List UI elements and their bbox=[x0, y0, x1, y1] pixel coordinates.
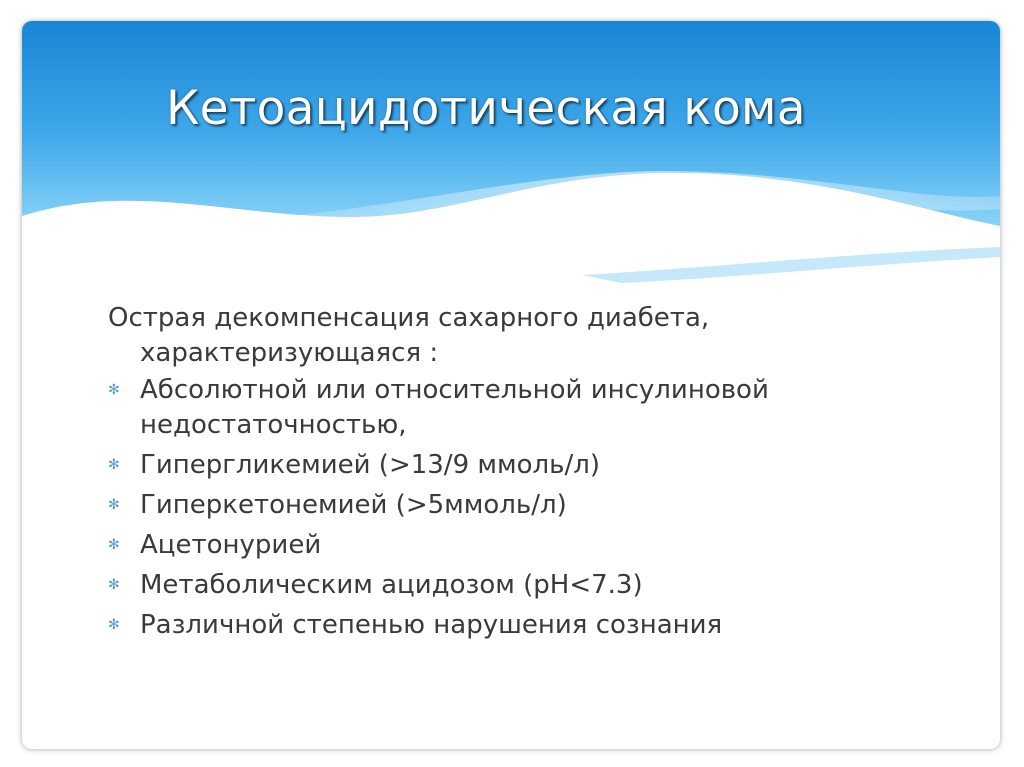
bullet-item bbox=[108, 608, 948, 643]
intro-text: Острая декомпенсация сахарного диабета, характеризующаяся : bbox=[108, 303, 710, 368]
asterisk-bullet-icon: ✻ bbox=[108, 577, 120, 593]
asterisk-bullet-icon: ✻ bbox=[108, 497, 120, 513]
bullet-item bbox=[108, 528, 948, 563]
bullet-text: Метаболическим ацидозом (pH<7.3) bbox=[140, 570, 643, 600]
bullet-item bbox=[108, 568, 948, 603]
bullet-text: Различной степенью нарушения сознания bbox=[140, 610, 723, 640]
asterisk-bullet-icon: ✻ bbox=[108, 457, 120, 473]
bullet-item bbox=[108, 448, 948, 483]
bullet-list bbox=[108, 373, 948, 643]
header-banner bbox=[22, 21, 1000, 291]
bullet-text: Гипергликемией (>13/9 ммоль/л) bbox=[140, 450, 600, 480]
slide-title: Кетоацидотическая кома bbox=[166, 81, 806, 136]
bullet-text: Гиперкетонемией (>5ммоль/л) bbox=[140, 490, 567, 520]
bullet-text: Абсолютной или относительной инсулиновой недостаточностью, bbox=[140, 375, 769, 440]
asterisk-bullet-icon: ✻ bbox=[108, 537, 120, 553]
bullet-item bbox=[108, 488, 948, 523]
bullet-item bbox=[108, 373, 948, 443]
slide-body bbox=[108, 301, 948, 648]
slide bbox=[22, 21, 1000, 749]
bullet-text: Ацетонурией bbox=[140, 530, 322, 560]
asterisk-bullet-icon: ✻ bbox=[108, 382, 120, 398]
asterisk-bullet-icon: ✻ bbox=[108, 617, 120, 633]
